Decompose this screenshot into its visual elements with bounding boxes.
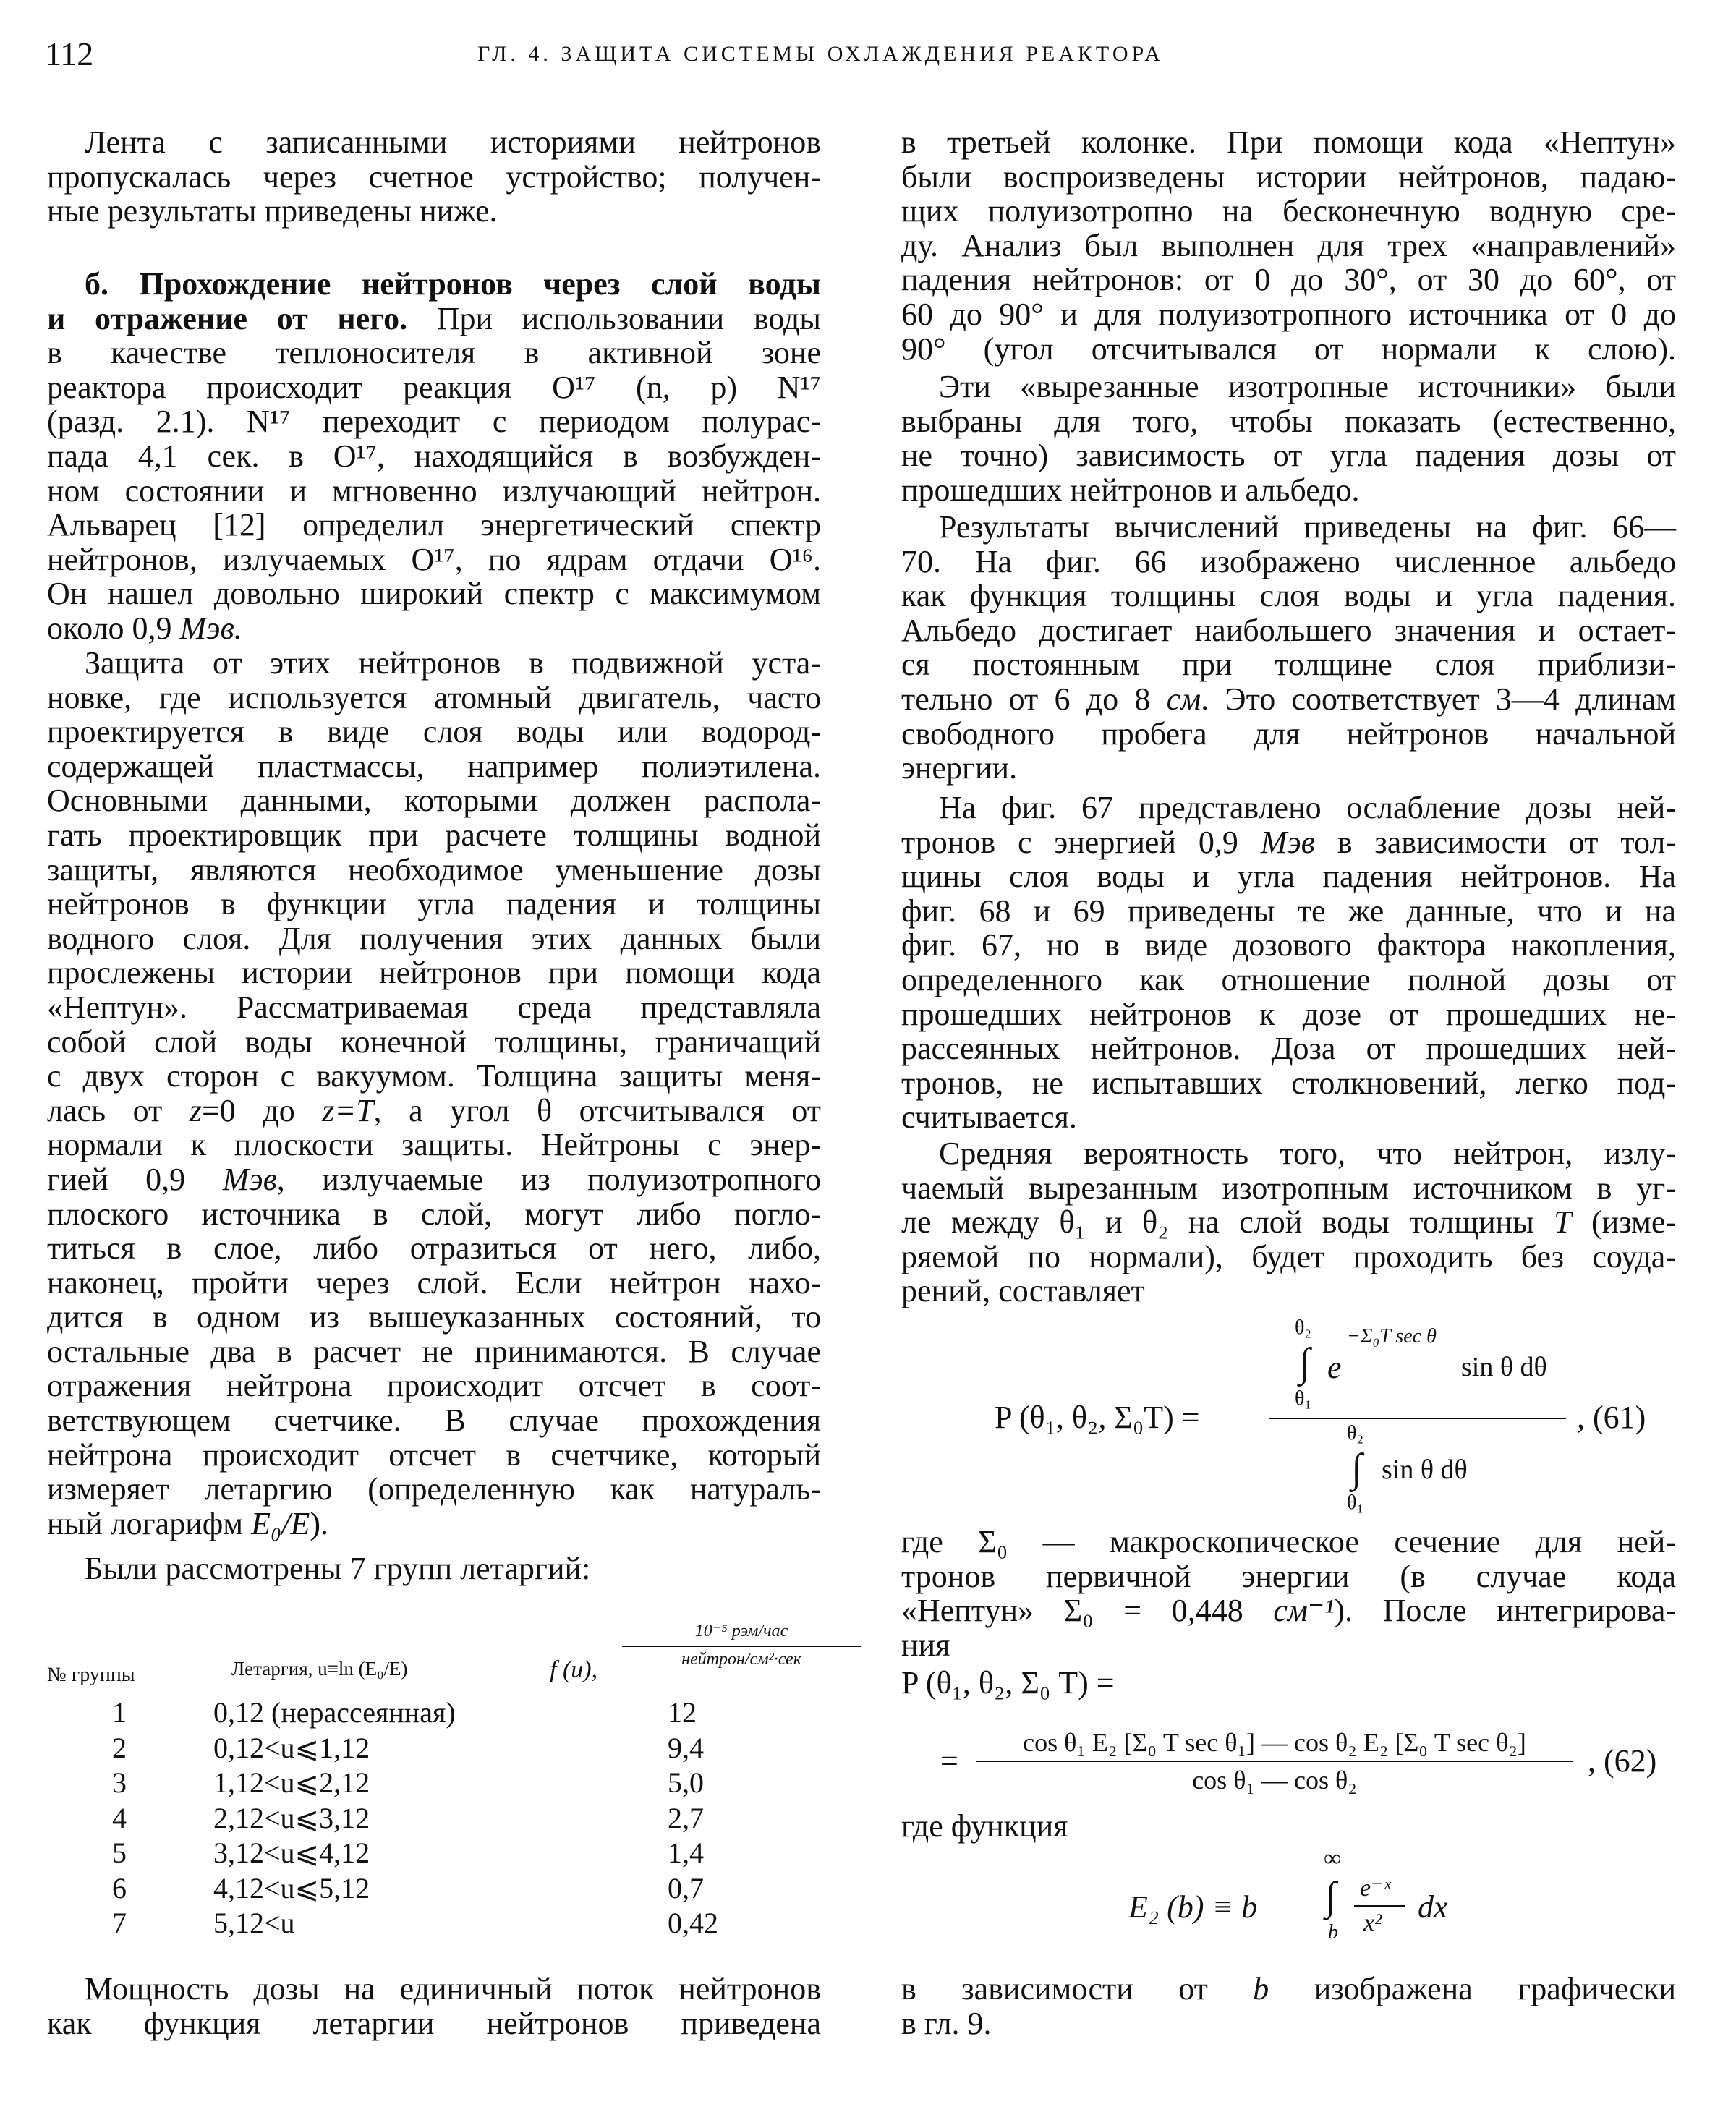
text-segment: ле между θ₁ и θ₂ на слой воды толщины <box>901 1204 1554 1240</box>
paragraph <box>47 267 821 646</box>
header-group: № группы <box>47 1664 135 1686</box>
text-segment: см⁻¹ <box>1273 1593 1335 1629</box>
cell-f: 12 <box>668 1696 697 1729</box>
text-line: где функция <box>901 1808 1068 1844</box>
text-segment: тельно от 6 до 8 <box>901 681 1167 717</box>
text-line: Основными данными, которыми должен распола- <box>47 783 821 819</box>
eq61-den-upper: θ₂ <box>1347 1422 1364 1444</box>
eq61-exponent: −Σ₀T sec θ <box>1347 1325 1437 1348</box>
text-line: ные результаты приведены ниже. <box>47 193 498 229</box>
text-line: нейтрона происходит отсчет в счетчике, который <box>47 1436 821 1473</box>
e2-numerator: e⁻ˣ <box>1360 1875 1391 1902</box>
text-line: нейтронов, излучаемых O¹⁷, по ядрам отдачи O¹⁶. <box>47 541 821 577</box>
text-line <box>47 267 821 302</box>
table-row <box>47 1695 821 1730</box>
text-segment: b <box>1253 1971 1269 2006</box>
cell-f: 0,7 <box>668 1871 704 1904</box>
page-number: 112 <box>45 35 94 72</box>
eq61-exp-base: e <box>1327 1350 1342 1385</box>
integral-icon: ∫ <box>1299 1340 1311 1385</box>
text-line: с двух сторон с вакуумом. Толщина защиты меня- <box>47 1058 821 1094</box>
text-line: прослежены истории нейтронов при помощи кода <box>47 955 821 991</box>
paragraph <box>47 1551 821 1586</box>
text-segment: =0 до <box>201 1092 323 1128</box>
text-segment: z=T <box>322 1092 374 1128</box>
eq62-numerator: cos θ₁ E₂ [Σ₀ T sec θ₁] — cos θ₂ E₂ [Σ₀ T sec θ₂] <box>1023 1728 1526 1757</box>
text-segment: Мэв <box>222 1161 277 1197</box>
text-line: гать проектировщик при расчете толщины водной <box>47 817 821 853</box>
text-line: содержащей пластмассы, например полиэтилена. <box>47 748 821 784</box>
text-segment: T <box>1554 1204 1572 1240</box>
eq62-denominator: cos θ₁ — cos θ₂ <box>1192 1766 1357 1795</box>
paragraph <box>901 370 1676 507</box>
text-line: плоского источника в слой, могут либо погло- <box>47 1196 821 1232</box>
paragraph <box>901 791 1676 1135</box>
text-line: Эти «вырезанные изотропные источники» были <box>939 369 1676 404</box>
eq61-num-lower: θ₁ <box>1295 1387 1312 1410</box>
text-line: щины слоя воды и угла падения нейтронов. На <box>901 859 1676 895</box>
text-segment: около 0,9 <box>47 610 180 646</box>
text-line: измеряет летаргию (определенную как натураль- <box>47 1471 821 1507</box>
paragraph <box>47 125 821 229</box>
text-line: Лента с записанными историями нейтронов <box>85 124 821 160</box>
text-line: считывается. <box>901 1099 1077 1136</box>
text-line <box>901 1205 1676 1240</box>
cell-group: 6 <box>112 1871 127 1904</box>
paragraph <box>901 1136 1676 1308</box>
text-line: Альбедо достигает наибольшего значения и остает- <box>901 612 1676 648</box>
text-segment: ный логарифм <box>47 1505 252 1541</box>
text-line: не точно) зависимость от угла падения дозы от <box>901 438 1676 474</box>
header-f: f (u), <box>550 1656 598 1683</box>
table-row <box>47 1766 821 1800</box>
text-line: ветствующем счетчике. В случае прохождения <box>47 1402 821 1439</box>
text-segment: ). После интегрирова- <box>1334 1593 1676 1629</box>
text-line: 70. На фиг. 66 изображено численное альбедо <box>901 543 1676 579</box>
text-line: ду. Анализ был выполнен для трех «направлений» <box>901 227 1676 263</box>
text-segment: реактора происходит реакция O¹⁷ ( <box>47 369 647 405</box>
paragraph <box>901 125 1676 366</box>
text-line: ся постоянным при толщине слоя приблизи- <box>901 647 1676 683</box>
paragraph <box>901 1972 1676 2040</box>
cell-f: 5,0 <box>668 1766 704 1799</box>
text-line: наконец, пройти через слой. Если нейтрон нахо- <box>47 1264 821 1301</box>
text-line: отражения нейтрона происходит отсчет в соот- <box>47 1368 821 1404</box>
text-line: в гл. 9. <box>901 2005 992 2041</box>
text-line: где Σ₀ — макроскопическое сечение для ней- <box>901 1524 1676 1559</box>
text-line: новке, где используется атомный двигатель, часто <box>47 679 821 715</box>
text-line: Средняя вероятность того, что нейтрон, излу- <box>939 1136 1676 1171</box>
text-line: проектируется в виде слоя воды или водород- <box>47 714 821 750</box>
cell-f: 1,4 <box>668 1836 704 1869</box>
text-line: защиты, являются необходимое уменьшение дозы <box>47 851 821 888</box>
text-segment: . Это соответствует 3—4 длинам <box>1201 681 1676 717</box>
cell-lethargy: 0,12<u⩽1,12 <box>213 1731 370 1764</box>
text-line <box>47 302 821 336</box>
text-line: как функция толщины слоя воды и угла падения. <box>901 578 1676 614</box>
text-segment: z <box>189 1092 202 1128</box>
e2-lhs: E₂ (b) ≡ b <box>1128 1889 1258 1925</box>
e2-lower: b <box>1328 1921 1338 1944</box>
fraction-bar <box>1354 1905 1405 1907</box>
text-line <box>47 611 821 646</box>
text-line: выбраны для того, чтобы показать (естественно, <box>901 403 1676 439</box>
text-segment: тронов с энергией 0,9 <box>901 824 1261 860</box>
text-line: были воспроизведены истории нейтронов, падаю- <box>901 158 1676 195</box>
text-line: фиг. 68 и 69 приведены те же данные, что и на <box>901 893 1676 929</box>
text-line <box>901 1972 1676 2006</box>
text-line: Результаты вычислений приведены на фиг. 66— <box>939 509 1676 545</box>
table-row <box>47 1801 821 1836</box>
table-row <box>47 1871 821 1906</box>
text-line: На фиг. 67 представлено ослабление дозы ней- <box>939 790 1676 825</box>
text-segment: Мэв. <box>179 610 242 646</box>
text-line: остальные два в расчет не принимаются. В случае <box>47 1333 821 1369</box>
running-title: ГЛ. 4. ЗАЩИТА СИСТЕМЫ ОХЛАЖДЕНИЯ РЕАКТОРА <box>477 42 1165 66</box>
cell-f: 0,42 <box>668 1907 718 1939</box>
text-line: падения нейтронов: от 0 до 30°, от 30 до 60°, от <box>901 262 1676 298</box>
paragraph <box>901 1525 1676 1662</box>
text-segment: и отражение от него. <box>47 300 408 336</box>
text-segment: , излучаемые из полуизотропного <box>276 1161 822 1197</box>
text-line: Он нашел довольно широкий спектр с максимумом <box>47 576 821 612</box>
text-line: ряемой по нормали), будет проходить без соуда- <box>901 1238 1676 1274</box>
cell-group: 1 <box>112 1696 127 1729</box>
text-line <box>47 1162 821 1197</box>
text-line: (разд. 2.1). N¹⁷ переходит с периодом полурас- <box>47 404 821 440</box>
text-line: 90° (угол отсчитывался от нормали к слою). <box>901 331 1676 367</box>
text-segment: (изме- <box>1571 1204 1677 1240</box>
cell-lethargy: 1,12<u⩽2,12 <box>213 1766 370 1799</box>
cell-f: 9,4 <box>668 1731 704 1764</box>
text-segment: , а угол θ отсчитывался от <box>373 1092 821 1128</box>
text-segment: б. Прохождение нейтронов через слой воды <box>85 266 821 302</box>
text-segment: E₀/E <box>251 1505 310 1541</box>
text-segment: n, p <box>646 369 727 405</box>
fraction-bar <box>977 1761 1573 1762</box>
text-line: определенного как отношение полной дозы от <box>901 961 1676 997</box>
text-line: прошедших нейтронов к дозе от прошедших не- <box>901 996 1676 1032</box>
text-line: в третьей колонке. При помощи кода «Нептун» <box>901 124 1676 160</box>
eq62-equals: = <box>940 1743 958 1779</box>
text-line: нормали к плоскости защиты. Нейтроны с энер- <box>47 1127 821 1163</box>
cell-lethargy: 4,12<u⩽5,12 <box>213 1871 370 1904</box>
text-line <box>901 825 1676 860</box>
text-line: нейтронов в функции угла падения и толщины <box>47 886 821 922</box>
cell-group: 4 <box>112 1801 127 1834</box>
text-line: свободного пробега для нейтронов начальной <box>901 715 1676 752</box>
text-line <box>901 682 1676 717</box>
integral-icon: ∫ <box>1351 1446 1363 1491</box>
eq62-lhs: P (θ₁, θ₂, Σ₀ T) = <box>901 1665 1115 1701</box>
text-line: 60 до 90° и для полуизотропного источника от 0 до <box>901 296 1676 332</box>
cell-group: 3 <box>112 1766 127 1799</box>
text-line <box>47 1507 821 1541</box>
paragraph <box>47 646 821 1541</box>
text-line: щих полуизотропно на бесконечную водную сре- <box>901 193 1676 229</box>
eq61-number: , (61) <box>1577 1400 1646 1435</box>
paragraph <box>47 1972 821 2040</box>
text-line: Альварец [12] определил энергетический спектр <box>47 507 821 543</box>
f-unit-denominator: нейтрон/см²·сек <box>681 1650 801 1669</box>
cell-lethargy: 0,12 (нерассеянная) <box>213 1696 456 1729</box>
text-line: прошедших нейтронов и альбедо. <box>901 472 1360 508</box>
text-segment: гией 0,9 <box>47 1161 223 1197</box>
cell-f: 2,7 <box>668 1801 704 1834</box>
text-line: рассеянных нейтронов. Доза от прошедших ней- <box>901 1031 1676 1067</box>
eq61-num-upper: θ₂ <box>1295 1316 1312 1339</box>
text-line: фиг. 67, но в виде дозового фактора накопления, <box>901 927 1676 963</box>
text-line: энергии. <box>901 750 1018 786</box>
e2-upper: ∞ <box>1324 1845 1342 1872</box>
eq61-den-lower: θ₁ <box>1347 1491 1364 1514</box>
text-line: пада 4,1 сек. в O¹⁷, находящийся в возбужден- <box>47 438 821 474</box>
e2-dx: dx <box>1418 1889 1448 1925</box>
text-line: пропускалась через счетное устройство; получен- <box>47 158 821 195</box>
text-line: «Нептун». Рассматриваемая среда представляла <box>47 989 821 1025</box>
text-line: тронов, не испытавших столкновений, легко под- <box>901 1065 1676 1101</box>
text-segment: При использовании воды <box>407 300 821 336</box>
table-row <box>47 1906 821 1941</box>
text-segment: «Нептун» Σ₀ = 0,448 <box>901 1593 1274 1629</box>
text-segment: лась от <box>47 1092 190 1128</box>
e2-denominator: x² <box>1363 1910 1382 1936</box>
paragraph <box>901 510 1676 786</box>
text-line: чаемый вырезанным изотропным источником в уг- <box>901 1170 1676 1206</box>
eq61-num-tail: sin θ dθ <box>1461 1352 1547 1382</box>
text-line: ния <box>901 1627 950 1663</box>
table-row <box>47 1731 821 1766</box>
text-segment: Мэв <box>1260 824 1315 860</box>
fraction-bar <box>1269 1418 1566 1419</box>
cell-lethargy: 3,12<u⩽4,12 <box>213 1836 370 1869</box>
text-segment: в зависимости от <box>901 1971 1254 2006</box>
text-line: Были рассмотрены 7 групп летаргий: <box>85 1551 591 1586</box>
cell-group: 7 <box>112 1907 127 1939</box>
text-segment: в зависимости от тол- <box>1314 824 1676 860</box>
text-segment: изображена графически <box>1269 1971 1676 2006</box>
eq61-lhs: P (θ₁, θ₂, Σ₀T) = <box>995 1400 1200 1435</box>
header-lethargy: Летаргия, u≡ln (E₀/E) <box>231 1658 408 1680</box>
text-line <box>901 1593 1676 1628</box>
paragraph <box>901 1809 1676 1844</box>
cell-lethargy: 5,12<u <box>213 1907 295 1939</box>
table-row <box>47 1836 821 1870</box>
text-line: водного слоя. Для получения этих данных были <box>47 920 821 956</box>
integral-icon: ∫ <box>1325 1874 1337 1919</box>
text-line: Защита от этих нейтронов в подвижной уста- <box>85 645 821 681</box>
text-line: собой слой воды конечной толщины, граничащий <box>47 1023 821 1060</box>
text-segment: ) N¹⁷ <box>726 369 821 405</box>
eq62-number: , (62) <box>1588 1743 1657 1779</box>
text-line: тронов первичной энергии (в случае кода <box>901 1558 1676 1594</box>
text-line: как функция летаргии нейтронов приведена <box>47 2005 821 2041</box>
text-line: дится в одном из вышеуказанных состояний, то <box>47 1299 821 1335</box>
text-line: титься в слое, либо отразиться от него, либо, <box>47 1230 821 1267</box>
text-line <box>47 1094 821 1128</box>
text-line: рений, составляет <box>901 1273 1145 1309</box>
text-line <box>47 370 821 405</box>
cell-lethargy: 2,12<u⩽3,12 <box>213 1801 370 1834</box>
f-unit-numerator: 10⁻⁵ рэм/час <box>622 1620 861 1647</box>
cell-group: 2 <box>112 1731 127 1764</box>
text-line: ном состоянии и мгновенно излучающий нейтрон. <box>47 472 821 508</box>
eq61-den: sin θ dθ <box>1382 1455 1468 1485</box>
text-segment: см <box>1166 681 1201 717</box>
text-line: в качестве теплоносителя в активной зоне <box>47 335 821 371</box>
text-line: Мощность дозы на единичный поток нейтронов <box>85 1971 821 2006</box>
text-segment: ). <box>310 1505 329 1541</box>
header-f-unit <box>622 1620 861 1669</box>
cell-group: 5 <box>112 1836 127 1869</box>
